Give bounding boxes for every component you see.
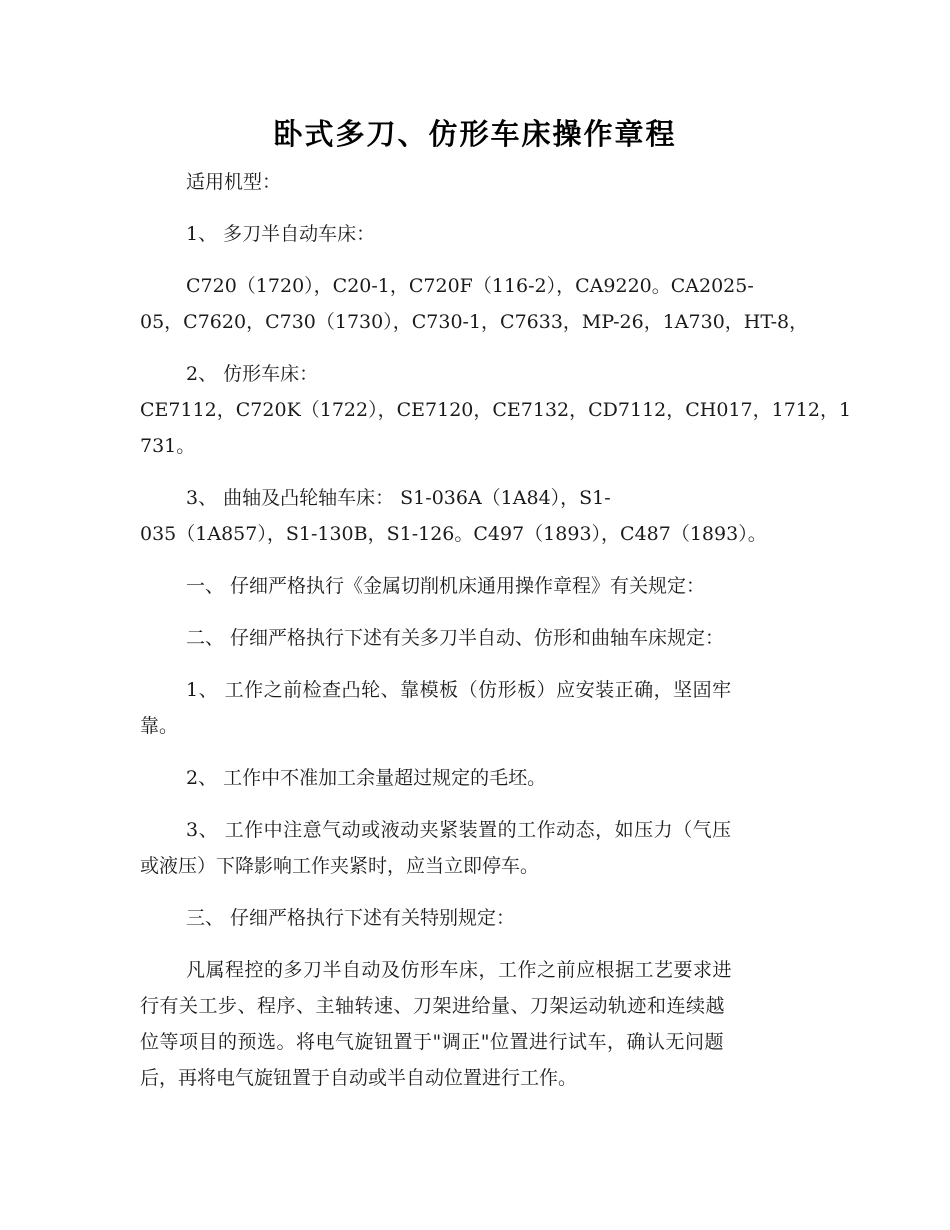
text-line: 1、 工作之前检查凸轮、靠模板（仿形板）应安装正确，坚固牢 [186, 679, 732, 701]
text-line: C720（1720），C20-1，C720F（116-2），CA9220。CA2025- [186, 275, 754, 297]
text-line: 1、 多刀半自动车床： [186, 223, 376, 245]
text-line: 靠。 [140, 715, 179, 737]
text-line: 2、 仿形车床： [186, 363, 319, 385]
text-line: 035（1A857），S1-130B，S1-126。C497（1893），C487（1893）。 [140, 523, 767, 545]
text-line: 后，再将电气旋钮置于自动或半自动位置进行工作。 [140, 1067, 578, 1089]
document-title: 卧式多刀、仿形车床操作章程 [273, 117, 677, 151]
text-line: 3、 工作中注意气动或液动夹紧装置的工作动态，如压力（气压 [186, 819, 732, 841]
text-line: 行有关工步、程序、主轴转速、刀架进给量、刀架运动轨迹和连续越 [140, 995, 726, 1017]
text-line: 2、 工作中不准加工余量超过规定的毛坯。 [186, 767, 547, 789]
text-line: 二、 仔细严格执行下述有关多刀半自动、仿形和曲轴车床规定： [186, 627, 725, 649]
text-line: 一、 仔细严格执行《金属切削机床通用操作章程》有关规定： [186, 575, 706, 597]
text-line: 731。 [140, 435, 196, 457]
text-line: CE7112，C720K（1722），CE7120，CE7132，CD7112，CH017，1712，1 [140, 399, 852, 421]
text-line: 3、 曲轴及凸轮轴车床： S1-036A（1A84），S1- [186, 487, 611, 509]
text-line: 三、 仔细严格执行下述有关特别规定： [186, 907, 516, 929]
text-line: 适用机型： [186, 171, 282, 193]
text-line: 05，C7620，C730（1730），C730-1，C7633，MP-26，1A730，HT-8， [140, 311, 809, 333]
text-line: 位等项目的预选。将电气旋钮置于"调正"位置进行试车，确认无问题 [140, 1031, 724, 1053]
text-line: 或液压）下降影响工作夹紧时，应当立即停车。 [140, 855, 540, 877]
text-line: 凡属程控的多刀半自动及仿形车床，工作之前应根据工艺要求进 [186, 959, 733, 981]
